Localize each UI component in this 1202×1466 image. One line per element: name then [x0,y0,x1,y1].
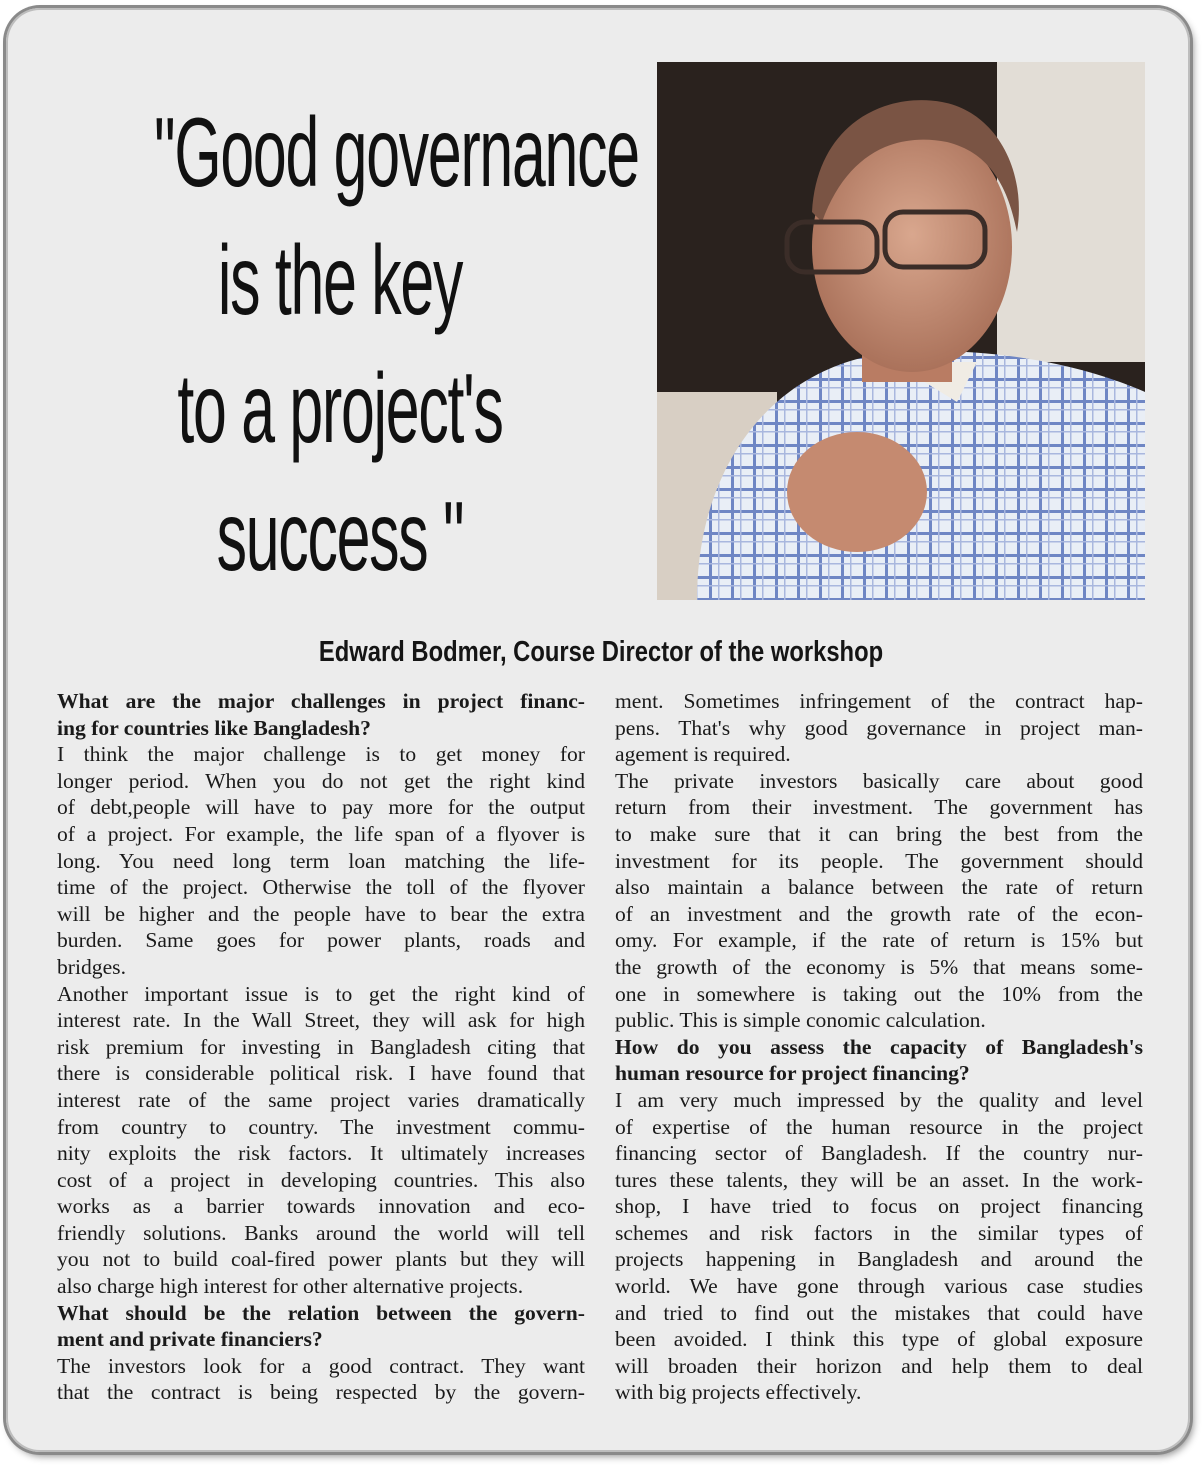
headline-line: "Good governance [154,97,639,207]
text-line: financing sector of Bangladesh. If the country nur- [615,1141,1143,1166]
article-column-right [615,688,1143,1406]
text-line: shop, I have tried to focus on project financing [615,1194,1143,1219]
text-line: will broaden their horizon and help them to deal [615,1353,1143,1378]
interview-question [57,1300,585,1353]
text-line: world. We have gone through various case studies [615,1274,1143,1299]
text-line: time of the project. Otherwise the toll of the flyover [57,875,585,900]
headline-line: success " [216,481,464,591]
text-line: of expertise of the human resource in the project [615,1114,1143,1139]
text-line: The private investors basically care about good [615,768,1143,793]
interview-answer [57,1353,585,1406]
text-line: and tried to find out the mistakes that could have [615,1300,1143,1325]
headline-line: to a project's [177,353,503,463]
text-line: interest rate of the same project varies dramatically [57,1087,585,1112]
text-line: omy. For example, if the rate of return is 15% but [615,928,1143,953]
headline-line: is the key [217,225,463,335]
text-line: public. This is simple conomic calculation. [615,1008,986,1033]
text-line: ment. Sometimes infringement of the contract hap- [615,689,1143,713]
interview-answer [615,768,1143,1034]
text-line: burden. Same goes for power plants, roads and [57,928,585,953]
text-line: friendly solutions. Banks around the world will tell [57,1220,585,1245]
text-line: of a project. For example, the life span of a flyover is [57,821,585,846]
text-line: ment and private financiers? [57,1327,323,1352]
text-line: tures these talents, they will be an asset. In the work- [615,1167,1143,1192]
text-line: What should be the relation between the govern- [57,1300,585,1325]
text-line: there is considerable political risk. I have found that [57,1061,585,1086]
text-line: I am very much impressed by the quality and level [615,1087,1143,1112]
text-line: nity exploits the risk factors. It ultimately increases [57,1141,585,1166]
article-column-left [57,688,585,1406]
byline: Edward Bodmer, Course Director of the workshop [318,636,884,668]
text-line: long. You need long term loan matching the life- [57,848,585,873]
text-line: interest rate. In the Wall Street, they will ask for high [57,1008,585,1033]
text-line: of an investment and the growth rate of the econ- [615,901,1143,926]
headline-quote [40,88,640,600]
interview-question [57,688,585,741]
text-line: Another important issue is to get the right kind of [57,981,585,1006]
text-line: risk premium for investing in Bangladesh citing that [57,1034,585,1059]
text-line: with big projects effectively. [615,1380,862,1405]
portrait-photo [657,62,1145,600]
text-line: projects happening in Bangladesh and around the [615,1247,1143,1272]
text-line: I think the major challenge is to get money for [57,742,585,767]
text-line: also maintain a balance between the rate of return [615,875,1143,900]
text-line: of debt,people will have to pay more for the output [57,795,585,820]
interview-question [615,1034,1143,1087]
text-line: pens. That's why good governance in project man- [615,715,1143,740]
interview-answer [615,1087,1143,1406]
text-line: schemes and risk factors in the similar types of [615,1220,1143,1245]
text-line: agement is required. [615,742,791,767]
text-line: human resource for project financing? [615,1061,970,1086]
interview-answer [57,981,585,1300]
text-line: return from their investment. The government has [615,795,1143,820]
text-line: from country to country. The investment commu- [57,1114,585,1139]
text-line: the growth of the economy is 5% that means some- [615,954,1143,979]
text-line: to make sure that it can bring the best from the [615,821,1143,846]
text-line: What are the major challenges in project financ- [57,689,585,713]
text-line: also charge high interest for other alternative projects. [57,1274,524,1299]
interview-answer [57,741,585,980]
text-line: bridges. [57,954,126,979]
text-line: The investors look for a good contract. They want [57,1353,585,1378]
text-line: How do you assess the capacity of Bangladesh's [615,1034,1143,1059]
text-line: investment for its people. The government should [615,848,1143,873]
text-line: works as a barrier towards innovation and eco- [57,1194,585,1219]
text-line: ing for countries like Bangladesh? [57,715,371,740]
text-line: you not to build coal-fired power plants but they will [57,1247,585,1272]
text-line: been avoided. I think this type of global exposure [615,1327,1143,1352]
text-line: longer period. When you do not get the right kind [57,768,585,793]
text-line: one in somewhere is taking out the 10% from the [615,981,1143,1006]
text-line: that the contract is being respected by the govern- [57,1380,585,1405]
interview-answer [615,688,1143,768]
text-line: cost of a project in developing countries. This also [57,1167,585,1192]
text-line: will be higher and the people have to bear the extra [57,901,585,926]
